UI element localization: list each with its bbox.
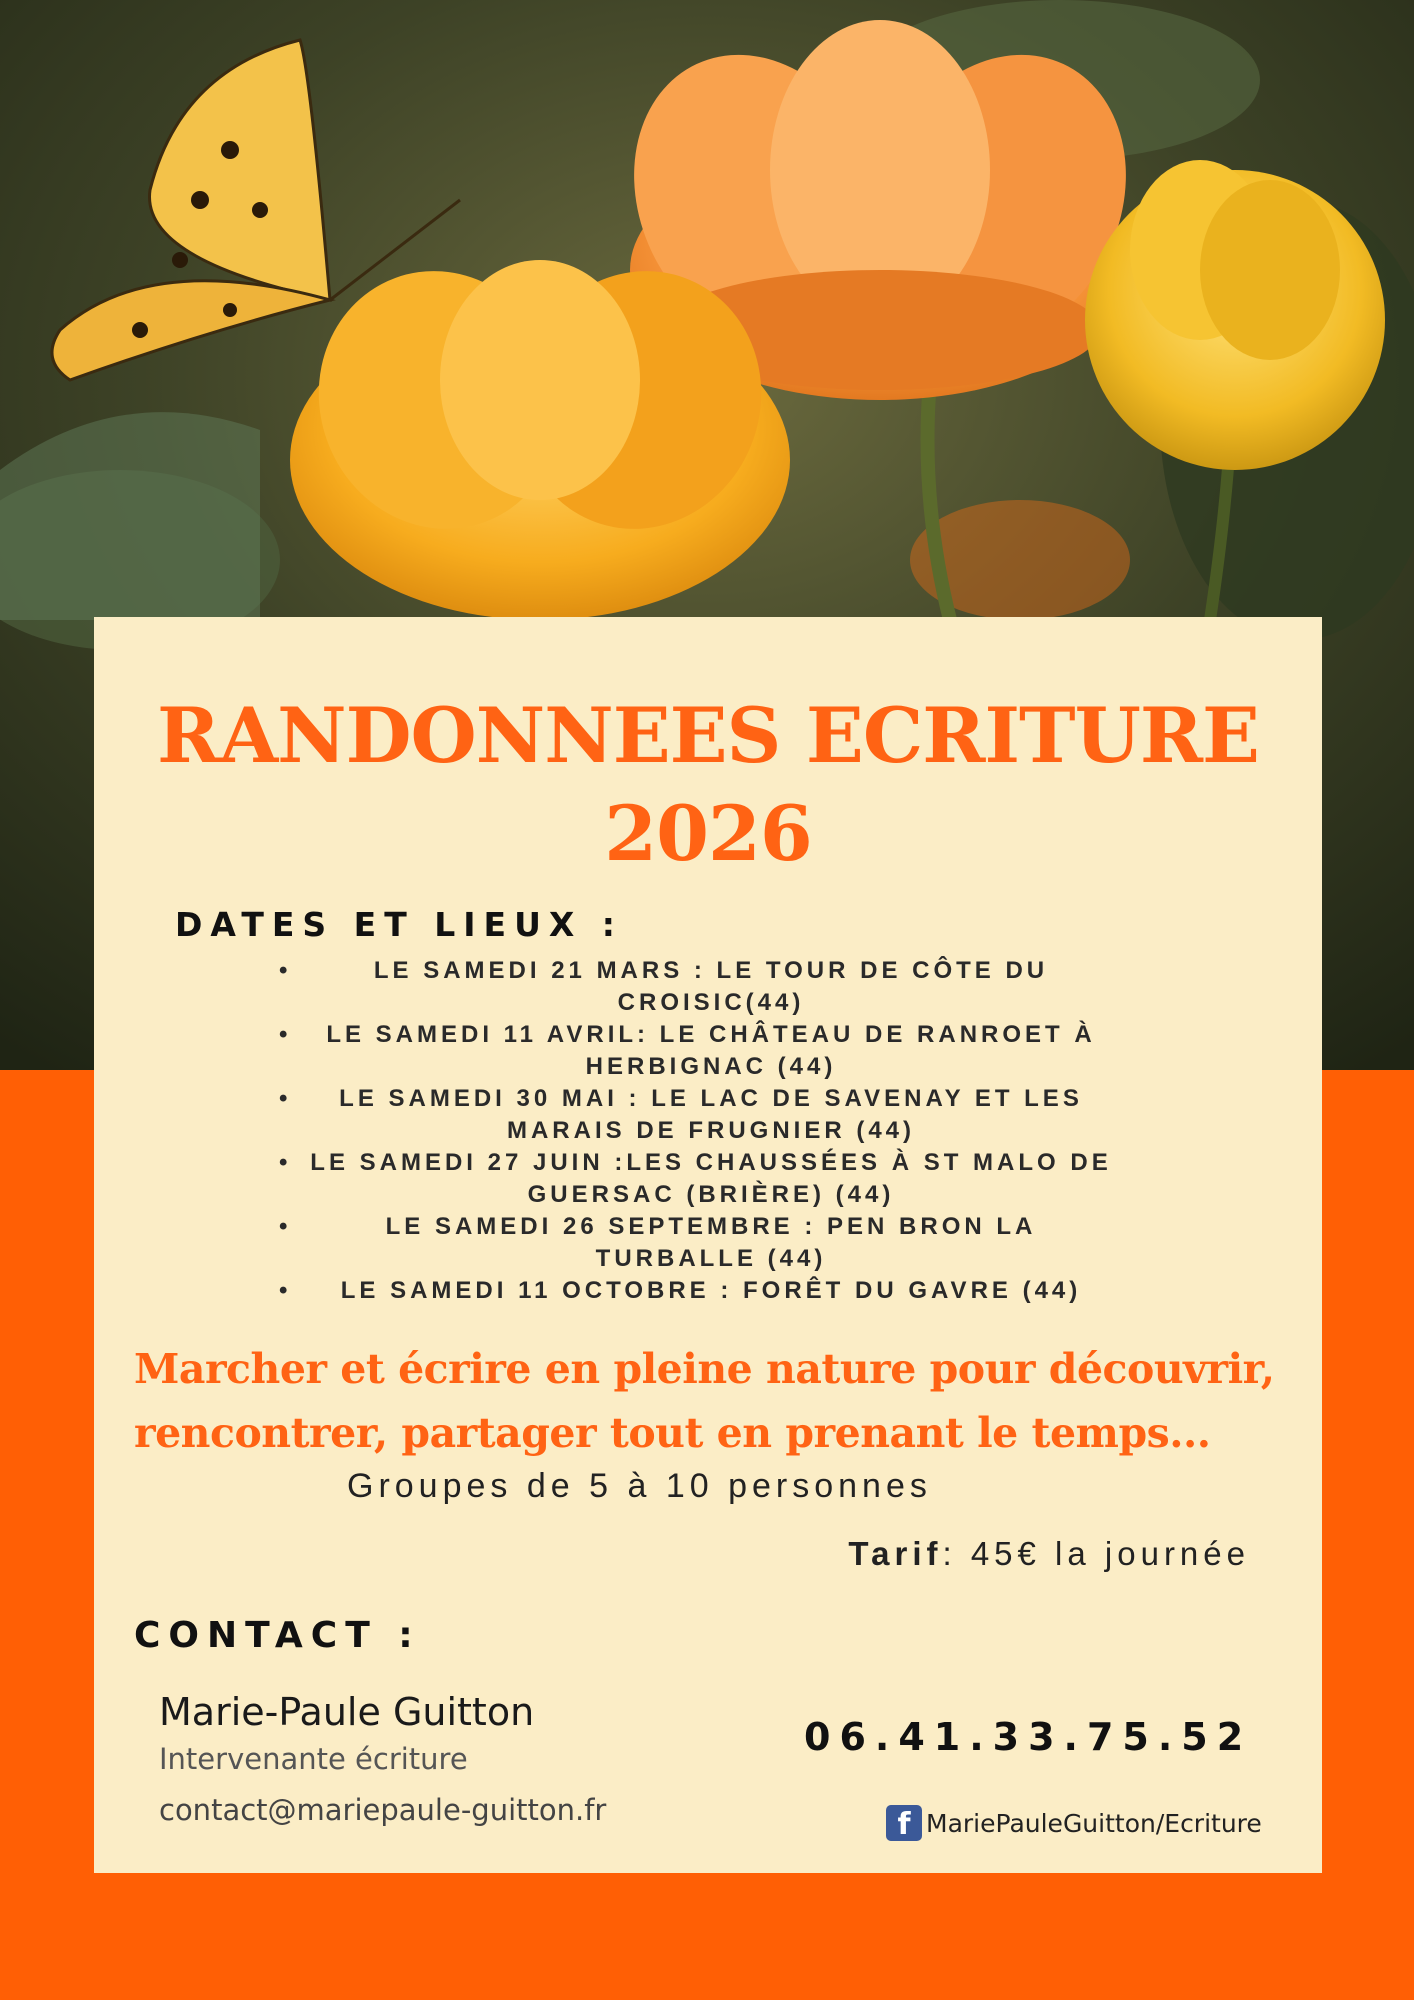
dates-list: [279, 955, 1119, 1307]
date-item: • LE SAMEDI 26 SEPTEMBRE : PEN BRON LA TURBALLE (44): [279, 1213, 1037, 1272]
facebook-link[interactable]: [886, 1803, 1262, 1843]
price-value: : 45€ la journée: [942, 1535, 1250, 1572]
contact-email[interactable]: contact@mariepaule-guitton.fr: [159, 1793, 607, 1827]
contact-phone[interactable]: 06.41.33.75.52: [804, 1715, 1253, 1759]
contact-heading: CONTACT :: [134, 1615, 421, 1656]
title-year: 2026: [604, 789, 812, 878]
date-item: • LE SAMEDI 11 AVRIL: LE CHÂTEAU DE RANROET À HERBIGNAC (44): [279, 1021, 1096, 1080]
date-item: • LE SAMEDI 27 JUIN :LES CHAUSSÉES À ST MALO DE GUERSAC (BRIÈRE) (44): [279, 1149, 1112, 1208]
tagline: Marcher et écrire en pleine nature pour découvrir, rencontrer, partager tout en prenant le temps...: [134, 1345, 1275, 1457]
facebook-handle: MariePauleGuitton/Ecriture: [926, 1808, 1262, 1838]
date-item: • LE SAMEDI 21 MARS : LE TOUR DE CÔTE DU CROISIC(44): [279, 957, 1049, 1016]
contact-name: Marie-Paule Guitton: [159, 1690, 535, 1734]
price: [848, 1535, 1250, 1573]
date-item: • LE SAMEDI 30 MAI : LE LAC DE SAVENAY ET LES MARAIS DE FRUGNIER (44): [279, 1085, 1083, 1144]
info-card: [94, 617, 1322, 1873]
page-title: [94, 687, 1322, 883]
group-size: Groupes de 5 à 10 personnes: [347, 1467, 932, 1505]
dates-heading: DATES ET LIEUX :: [175, 905, 623, 944]
facebook-icon: f: [886, 1805, 922, 1841]
contact-role: Intervenante écriture: [159, 1742, 468, 1776]
date-item: • LE SAMEDI 11 OCTOBRE : FORÊT DU GAVRE (44): [279, 1277, 1082, 1304]
price-label: Tarif: [848, 1535, 943, 1572]
title-line-1: RANDONNEES ECRITURE: [157, 691, 1259, 780]
